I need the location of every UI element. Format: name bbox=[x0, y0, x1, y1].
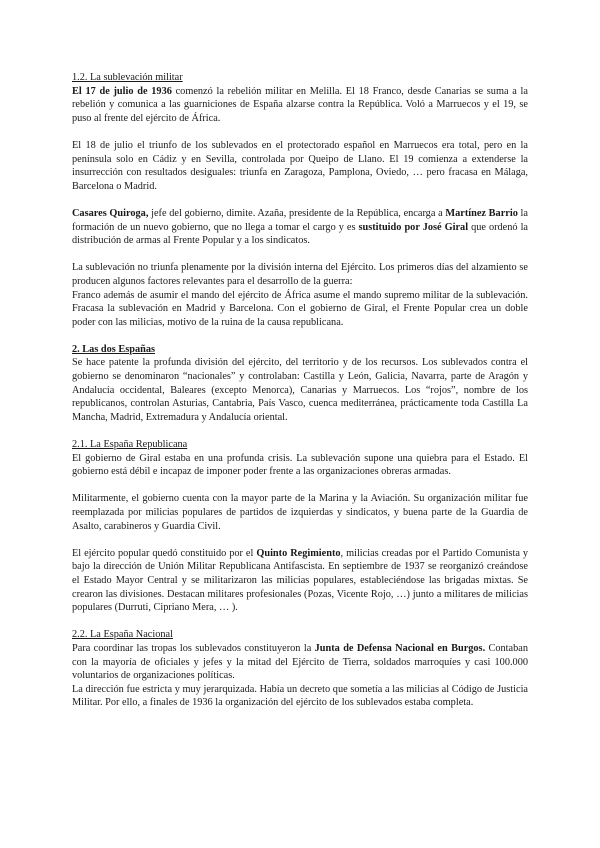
paragraph-text: Para coordinar las tropas los sublevados constituyeron la bbox=[72, 642, 315, 654]
bold-giral: sustituido por José Giral bbox=[358, 221, 469, 233]
paragraph-division-ejercito: La sublevación no triunfa plenamente por la división interna del Ejército. Los primeros días del alzamiento se producen algunos factores relevantes para el desarrollo de la guerra: bbox=[72, 262, 528, 287]
bold-quinto-regimiento: Quinto Regimiento bbox=[256, 547, 341, 559]
paragraph-franco: Franco además de asumir el mando del ejército de África asume el mando supremo militar de la sublevación. Fracasa la sublevación en Madrid y Barcelona. Con el gobierno de Giral, el Frente Popular crea un doble poder con las milicias, motivo de la ruina de la causa republicana. bbox=[72, 289, 528, 328]
section-heading-sublevacion: 1.2. La sublevación militar bbox=[72, 72, 183, 83]
bold-casares: Casares Quiroga, bbox=[72, 207, 149, 219]
paragraph-text: Contaban con la mayoría de oficiales y jefes y la mitad del Ejército de Tierra, soldados marroquíes y casi 100.000 voluntarios de organizaciones políticas. bbox=[72, 642, 528, 682]
paragraph-text: comenzó la rebelión militar en Melilla. El 18 Franco, desde Canarias se suma a la rebelión y comunica a las guarniciones de España alzarse contra la República. Voló a Marruecos y el 19, se puso al frente del ejército de África. bbox=[72, 85, 528, 124]
paragraph-ejercito-popular bbox=[72, 547, 528, 615]
paragraph-text: que ordenó la distribución de armas al Frente Popular y a los sindicatos. bbox=[72, 221, 529, 247]
section-heading-espana-republicana: 2.1. La España Republicana bbox=[72, 439, 188, 451]
section-heading-espana-nacional: 2.2. La España Nacional bbox=[72, 629, 173, 641]
paragraph-text: El ejército popular quedó constituido por el bbox=[72, 547, 257, 559]
paragraph-marina-aviacion: Militarmente, el gobierno cuenta con la mayor parte de la Marina y la Aviación. Su organización militar fue reemplazada por milicias populares de partidos de izquierdas y sindicatos, y buena parte de la Guardia de Asalto, carabineros y Guardia Civil. bbox=[72, 493, 528, 532]
bold-martinez-barrio: Martínez Barrio bbox=[445, 207, 518, 219]
paragraph-triunfo: El 18 de julio el triunfo de los sublevados en el protectorado español en Marruecos era total, pero en la península solo en Cádiz y en Sevilla, controlada por Queipo de Llano. El 19 comienza a extenderse la insurrección con resultados desiguales: triunfa en Zaragoza, Pamplona, Oviedo, … pero fracasa en Málaga, Barcelona o Madrid. bbox=[72, 139, 528, 192]
paragraph-rebelion bbox=[72, 85, 528, 126]
bold-junta: Junta de Defensa Nacional en Burgos. bbox=[314, 642, 486, 654]
paragraph-junta-defensa bbox=[72, 642, 528, 683]
paragraph-text: , milicias creadas por el Partido Comunista y bajo la dirección de Unión Militar Republicana Antifascista. En septiembre de 1937 se reorganizó creándose el Estado Mayor Central y se militarizaron las milicias populares, estableciéndose las brigadas mixtas. Se crearon las divisiones. Destacan militares profesionales (Pozas, Vicente Rojo, …) junto a militares de milicias populares (Durruti, Cipriano Mera, … ). bbox=[72, 547, 529, 614]
section-heading-dos-espanas: 2. Las dos Españas bbox=[72, 343, 155, 355]
paragraph-crisis-giral: El gobierno de Giral estaba en una profunda crisis. La sublevación supone una quiebra para el Estado. El gobierno está débil e incapaz de imponer poder frente a las organizaciones obreras armadas. bbox=[72, 452, 528, 478]
paragraph-text: jefe del gobierno, dimite. Azaña, presidente de la República, encarga a bbox=[148, 207, 446, 219]
paragraph-text: la formación de un nuevo gobierno, que no llega a tomar el cargo y es bbox=[72, 207, 528, 233]
bold-date: El 17 de julio de 1936 bbox=[72, 85, 172, 97]
paragraph-gobierno bbox=[72, 207, 528, 248]
document-page bbox=[72, 71, 528, 710]
paragraph-direccion-jerarquizada: La dirección fue estricta y muy jerarquizada. Había un decreto que sometía a las milicias al Código de Justicia Militar. Por ello, a finales de 1936 la organización del ejército de los sublevados estaba completa. bbox=[72, 683, 528, 709]
paragraph-division-territorio: Se hace patente la profunda división del ejército, del territorio y de los recursos. Los sublevados contra el gobierno se denominaron “nacionales” y controlaban: Castilla y León, Galicia, Navarra, parte de Aragón y Andalucía occidental, Baleares (excepto Menorca), Canarias y Marruecos. Los “rojos”, nombre de los republicanos, controlan Asturias, Cantabria, País Vasco, cuenca mediterránea, prácticamente toda Castilla La Mancha, Madrid, Extremadura y Andalucía oriental. bbox=[72, 357, 528, 423]
